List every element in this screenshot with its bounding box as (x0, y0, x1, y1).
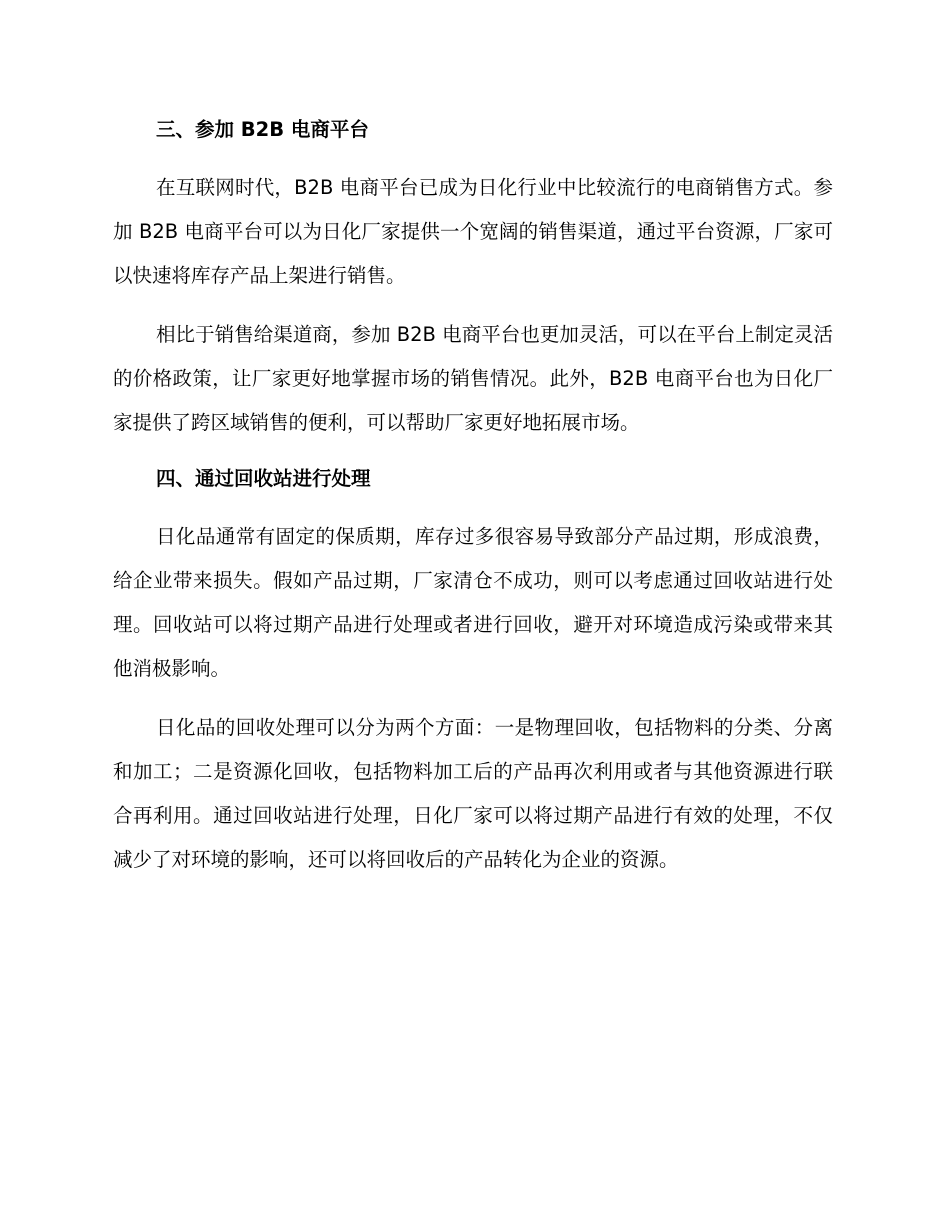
paragraph-b2b-flexibility: 相比于销售给渠道商，参加 B2B 电商平台也更加灵活，可以在平台上制定灵活的价格政策，让厂家更好地掌握市场的销售情况。此外，B2B 电商平台也为日化厂家提供了跨区域销售的便利，可以帮助厂家更好地拓展市场。 (113, 323, 833, 434)
paragraph-recycling-intro: 日化品通常有固定的保质期，库存过多很容易导致部分产品过期，形成浪费，给企业带来损失。假如产品过期，厂家清仓不成功，则可以考虑通过回收站进行处理。回收站可以将过期产品进行处理或者进行回收，避开对环境造成污染或带来其他消极影响。 (113, 525, 833, 680)
paragraph-recycling-methods: 日化品的回收处理可以分为两个方面：一是物理回收，包括物料的分类、分离和加工；二是资源化回收，包括物料加工后的产品再次利用或者与其他资源进行联合再利用。通过回收站进行处理，日化厂家可以将过期产品进行有效的处理，不仅减少了对环境的影响，还可以将回收后的产品转化为企业的资源。 (113, 716, 833, 871)
paragraph-b2b-intro: 在互联网时代，B2B 电商平台已成为日化行业中比较流行的电商销售方式。参加 B2B 电商平台可以为日化厂家提供一个宽阔的销售渠道，通过平台资源，厂家可以快速将库存产品上架进行销售。 (113, 176, 833, 287)
document-body (113, 112, 833, 882)
section-heading-recycling: 四、通过回收站进行处理 (156, 467, 371, 490)
section-heading-b2b-platform: 三、参加 B2B 电商平台 (156, 118, 369, 141)
